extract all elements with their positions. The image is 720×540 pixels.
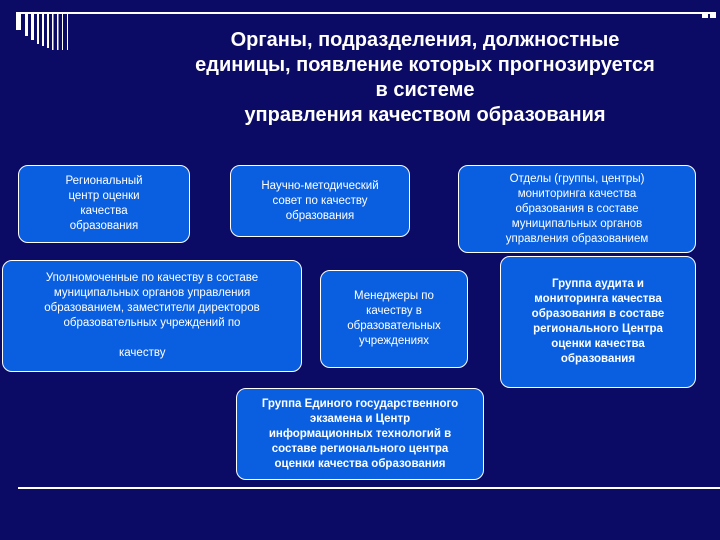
box-text-line: качеству <box>119 347 166 359</box>
box-text-line: образованием, заместители директоров <box>44 302 260 314</box>
box-text-line: Группа аудита и <box>552 278 644 290</box>
box-text-line: Уполномоченные по качеству в составе <box>45 272 259 284</box>
box-text-line: информационных технологий в <box>268 427 452 440</box>
quality-managers-box <box>320 270 468 368</box>
box-text-line: Отделы (группы, центры) <box>509 172 645 185</box>
box-text-line: образовательных учреждений по <box>63 317 241 329</box>
box-text-line: образования в составе <box>531 308 665 320</box>
box-text-line: муниципальных органов <box>511 217 643 230</box>
box-text-line: центр оценки <box>68 190 140 202</box>
title-line-4: управления качеством образования <box>244 104 606 126</box>
title-line-1: Органы, подразделения, должностные <box>230 29 620 51</box>
box-text-line: мониторинга качества <box>517 187 637 200</box>
box-text-line: совет по качеству <box>272 194 368 207</box>
box-text-line: образования <box>285 209 355 222</box>
box-text-line: качеству в <box>366 305 422 317</box>
bottom-divider <box>18 487 720 489</box>
box-text-line: экзамена и Центр <box>309 412 411 425</box>
box-text-line: мониторинга качества <box>534 293 662 305</box>
box-text-line: оценки качества образования <box>274 457 446 470</box>
audit-group-box <box>500 256 696 388</box>
scientific-council-box <box>230 165 410 237</box>
box-text-line: Региональный <box>65 175 143 187</box>
box-text-line: составе регионального центра <box>271 442 449 455</box>
box-text-line: образовательных <box>347 320 441 332</box>
box-text-line: качества <box>80 205 128 217</box>
box-text-line: Менеджеры по <box>354 290 434 302</box>
page-title <box>130 28 720 128</box>
box-text-line: образования <box>69 220 139 232</box>
title-line-2: единицы, появление которых прогнозируется <box>195 54 655 76</box>
box-text-line: Группа Единого государственного <box>261 397 459 410</box>
box-text-line: муниципальных органов управления <box>53 287 251 299</box>
box-text-line: Научно-методический <box>261 179 379 192</box>
monitoring-departments-box <box>458 165 696 253</box>
box-text-line: учреждениях <box>359 335 429 347</box>
box-text-line: образования <box>560 353 636 365</box>
exam-group-box <box>236 388 484 480</box>
regional-center-box <box>18 165 190 243</box>
box-text-line: образования в составе <box>515 202 639 215</box>
box-text-line: регионального Центра <box>533 323 663 335</box>
authorized-persons-box <box>2 260 302 372</box>
box-text-line: управления образованием <box>505 232 649 245</box>
box-text-line: оценки качества <box>551 338 645 350</box>
title-line-3: в системе <box>375 79 475 101</box>
